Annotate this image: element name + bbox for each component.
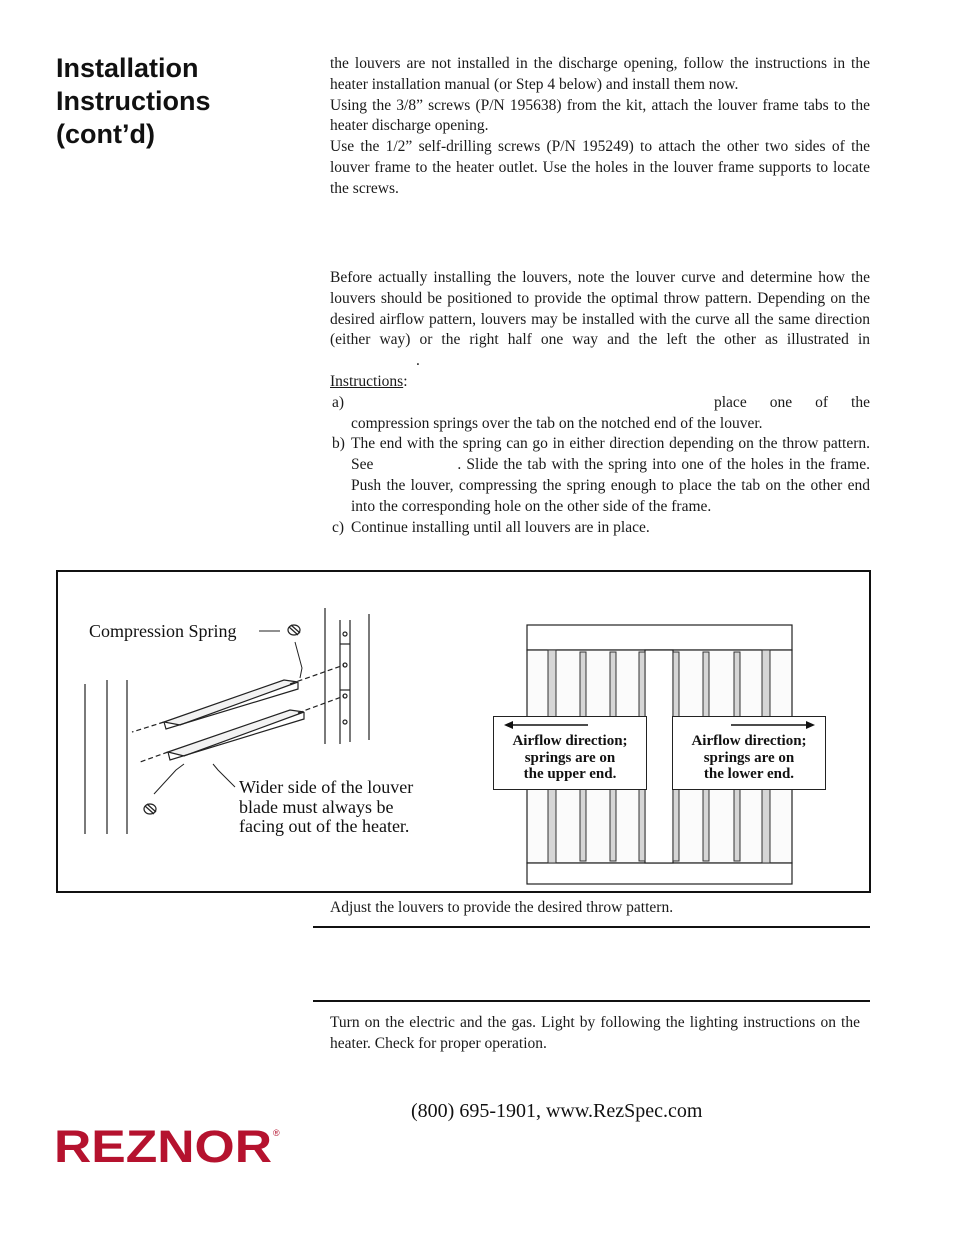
section-divider-2 <box>313 1000 870 1002</box>
step-4-text <box>330 268 870 538</box>
step-3-paragraph-1: the louvers are not installed in the discharge opening, follow the instructions in the heater installation manual (or Step 4 below) and install them now. <box>330 55 870 93</box>
title-line-3: (cont’d) <box>56 119 155 149</box>
step-4-intro-end: . <box>416 352 420 370</box>
page-title <box>56 52 296 151</box>
instruction-c <box>330 518 870 539</box>
instruction-b-text-pre: The end with the spring can go in either direction depending on the throw pattern. See <box>351 435 870 474</box>
section-divider-1 <box>313 926 870 928</box>
reznor-logo <box>54 1124 284 1168</box>
callout-left-line-1: Airflow direction; <box>512 733 628 749</box>
louver-installation-figure <box>56 570 871 893</box>
callout-left-line-3: the upper end. <box>523 766 617 782</box>
instruction-b <box>330 434 870 517</box>
instructions-colon: : <box>403 372 408 390</box>
contact-info: (800) 695-1901, www.RezSpec.com <box>411 1100 703 1122</box>
instruction-a <box>330 393 870 435</box>
arrow-right-icon <box>673 717 825 733</box>
wider-side-label-1: Wider side of the louver <box>239 777 414 797</box>
step-3-paragraph-3: Use the 1/2” self-drilling screws (P/N 195249) to attach the other two sides of the louver frame to the heater outlet. Use the holes in the louver frame supports to locate the screws. <box>330 138 870 197</box>
callout-right-line-1: Airflow direction; <box>691 733 807 749</box>
callout-right-line-2: springs are on <box>703 749 795 766</box>
wider-side-label-3: facing out of the heater. <box>239 816 410 836</box>
instruction-a-text: place one of the compression springs over the tab on the notched end of the louver. <box>351 393 870 432</box>
louver-blade-upper <box>132 665 344 732</box>
instructions-heading <box>330 372 870 393</box>
logo-text: REZNOR <box>54 1124 272 1168</box>
callout-left-line-2: springs are on <box>524 749 616 766</box>
wider-side-label-2: blade must always be <box>239 797 394 817</box>
step-4-intro <box>330 268 870 372</box>
title-line-2: Instructions <box>56 86 211 116</box>
title-line-1: Installation <box>56 53 199 83</box>
adjust-louvers-text: Adjust the louvers to provide the desired throw pattern. <box>330 899 674 916</box>
arrow-left-icon <box>494 717 646 733</box>
instruction-c-label: c) <box>332 518 345 536</box>
step-5-text: Turn on the electric and the gas. Light by following the lighting instructions on the heater. Check for proper operation. <box>330 1014 860 1052</box>
instruction-c-text: Continue installing until all louvers are in place. <box>351 518 650 536</box>
step-3-paragraph-2: Using the 3/8” screws (P/N 195638) from the kit, attach the louver frame tabs to the heater discharge opening. <box>330 96 870 135</box>
compression-spring-label: Compression Spring <box>89 621 237 641</box>
figure-leader-lines <box>154 631 302 794</box>
step-3-text <box>330 54 870 200</box>
airflow-callout-right <box>672 716 826 790</box>
airflow-callout-left <box>493 716 647 790</box>
instruction-b-text-post: . Slide the tab with the spring into one of the holes in the frame. Push the louver, compressing the spring enough to place the tab on the other end into the corresponding hole on the other side of the frame. <box>351 456 870 515</box>
logo-registered-mark: ® <box>273 1128 280 1138</box>
instruction-b-label: b) <box>332 435 345 453</box>
instructions-label: Instructions <box>330 372 404 390</box>
step-4-intro-text: Before actually installing the louvers, note the louver curve and determine how the louvers should be positioned to provide the optimal throw pattern. Depending on the desired airflow pattern, louvers may be installed with the curve all the same direction (either way) or the right half one way and the left the other as illustrated in <box>330 269 870 349</box>
callout-right-line-3: the lower end. <box>703 766 795 782</box>
instruction-a-label: a) <box>332 393 345 411</box>
